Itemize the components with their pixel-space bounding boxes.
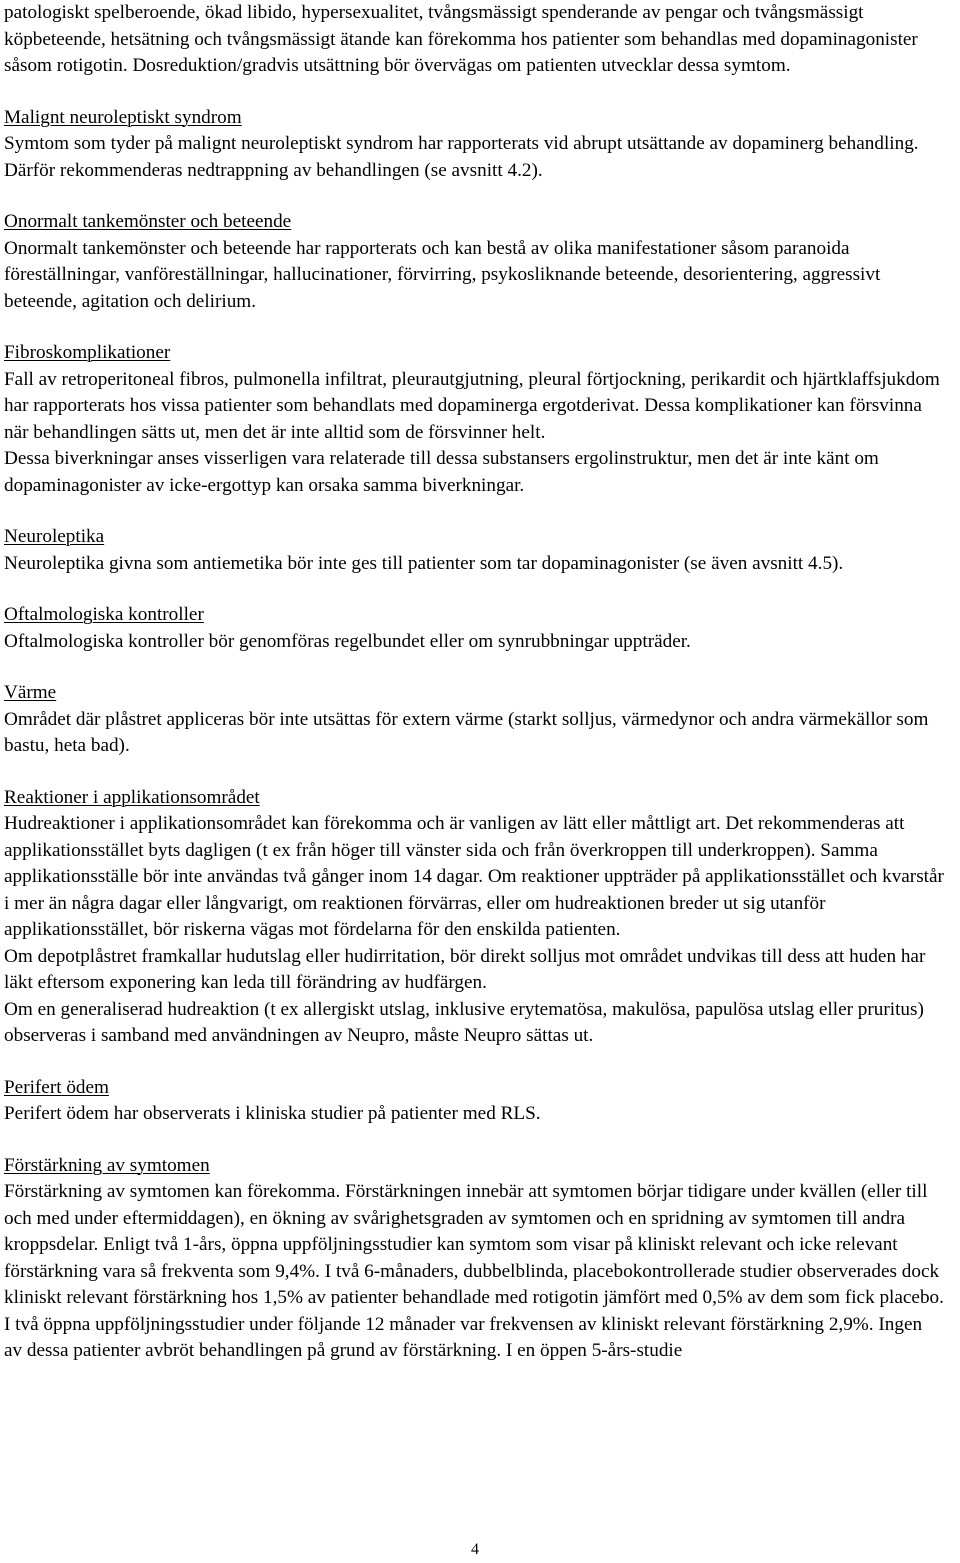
section-heading: Värme	[4, 682, 57, 703]
section-paragraph: Förstärkning av symtomen kan förekomma. Förstärkningen innebär att symtomen börjar tidigare under kvällen (eller till och med under eftermiddagen), en ökning av svårighetsgraden av symtomen och en spridning av symtomen till andra kroppsdelar. Enligt två 1-års, öppna uppföljningsstudier kan symtom som visar på kliniskt relevant och icke relevant förstärkning vara så frekventa som 9,4%. I två 6-månaders, dubbelblinda, placebokontrollerade studier observerades dock kliniskt relevant förstärkning hos 1,5% av patienter behandlade med rotigotin jämfört med 0,5% av dem som fick placebo. I två öppna uppföljningsstudier under följande 12 månader var frekvensen av kliniskt relevant förstärkning 2,9%. Ingen av dessa patienter avbröt behandlingen på grund av förstärkning. I en öppen 5-års-studie	[4, 1181, 944, 1361]
section-paragraph: Symtom som tyder på malignt neuroleptiskt syndrom har rapporterats vid abrupt utsättande av dopaminerg behandling. Därför rekommenderas nedtrappning av behandlingen (se avsnitt 4.2).	[4, 133, 919, 181]
section-paragraph: Hudreaktioner i applikationsområdet kan förekomma och är vanligen av lätt eller måttligt art. Det rekommenderas att applikationsstället byts dagligen (t ex från höger till vänster sida och från överkroppen till underkroppen). Samma applikationsställe bör inte användas två gånger inom 14 dagar. Om reaktioner uppträder på applikationsstället och kvarstår i mer än några dagar eller långvarigt, om reaktionen förvärras, eller om hudreaktionen breder ut sig utanför applikationsstället, bör riskerna vägas mot fördelarna för den enskilda patienten.	[4, 813, 944, 940]
section-paragraph: Perifert ödem har observerats i kliniska studier på patienter med RLS.	[4, 1103, 541, 1124]
section-neuroleptika	[4, 524, 944, 577]
section-heading: Onormalt tankemönster och beteende	[4, 211, 292, 232]
section-onormalt-tankemonster	[4, 209, 944, 315]
section-forstarkning-av-symtomen	[4, 1153, 944, 1365]
section-paragraph: Onormalt tankemönster och beteende har rapporterats och kan bestå av olika manifestationer såsom paranoida föreställningar, vanföreställningar, hallucinationer, förvirring, psykosliknande beteende, desorientering, aggressivt beteende, agitation och delirium.	[4, 237, 881, 312]
section-perifert-odem	[4, 1075, 944, 1128]
section-malignt-neuroleptiskt-syndrom	[4, 105, 944, 185]
section-paragraph: Oftalmologiska kontroller bör genomföras regelbundet eller om synrubbningar uppträder.	[4, 630, 691, 652]
section-reaktioner-applikationsomradet	[4, 785, 944, 1050]
section-heading: Reaktioner i applikationsområdet	[4, 786, 260, 808]
section-heading: Oftalmologiska kontroller	[4, 604, 204, 625]
page-number: 4	[471, 1541, 479, 1558]
document-page	[4, 0, 944, 1365]
section-paragraph: Området där plåstret appliceras bör inte utsättas för extern värme (starkt solljus, värmedynor och andra värmekällor som bastu, heta bad).	[4, 708, 929, 756]
section-paragraph: Dessa biverkningar anses visserligen vara relaterade till dessa substansers ergolinstruktur, men det är inte känt om dopaminagonister av icke-ergottyp kan orsaka samma biverkningar.	[4, 448, 879, 496]
section-heading: Neuroleptika	[4, 526, 105, 547]
section-heading: Förstärkning av symtomen	[4, 1154, 210, 1176]
section-varme	[4, 680, 944, 760]
section-heading: Perifert ödem	[4, 1076, 109, 1098]
section-heading: Malignt neuroleptiskt syndrom	[4, 106, 242, 128]
intro-paragraph: patologiskt spelberoende, ökad libido, hypersexualitet, tvångsmässigt spenderande av pengar och tvångsmässigt köpbeteende, hetsätning och tvångsmässigt ätande kan förekomma hos patienter som behandlas med dopaminagonister såsom rotigotin. Dosreduktion/gradvis utsättning bör övervägas om patienten utvecklar dessa symtom.	[4, 2, 918, 76]
section-fibroskomplikationer	[4, 340, 944, 499]
section-oftalmologiska-kontroller	[4, 602, 944, 655]
section-paragraph: Neuroleptika givna som antiemetika bör inte ges till patienter som tar dopaminagonister (se även avsnitt 4.5).	[4, 552, 844, 574]
section-paragraph: Om depotplåstret framkallar hudutslag eller hudirritation, bör direkt solljus mot området undvikas till dess att huden har läkt eftersom exponering kan leda till förändring av hudfärgen.	[4, 945, 926, 993]
section-paragraph: Fall av retroperitoneal fibros, pulmonella infiltrat, pleurautgjutning, pleural förtjockning, perikardit och hjärtklaffsjukdom har rapporterats hos vissa patienter som behandlats med dopaminerga ergotderivat. Dessa komplikationer kan försvinna när behandlingen sätts ut, men det är inte alltid som de försvinner helt.	[4, 368, 940, 443]
section-heading: Fibroskomplikationer	[4, 342, 171, 363]
section-paragraph: Om en generaliserad hudreaktion (t ex allergiskt utslag, inklusive erytematösa, makulösa, papulösa utslag eller pruritus) observeras i samband med användningen av Neupro, måste Neupro sättas ut.	[4, 998, 924, 1046]
